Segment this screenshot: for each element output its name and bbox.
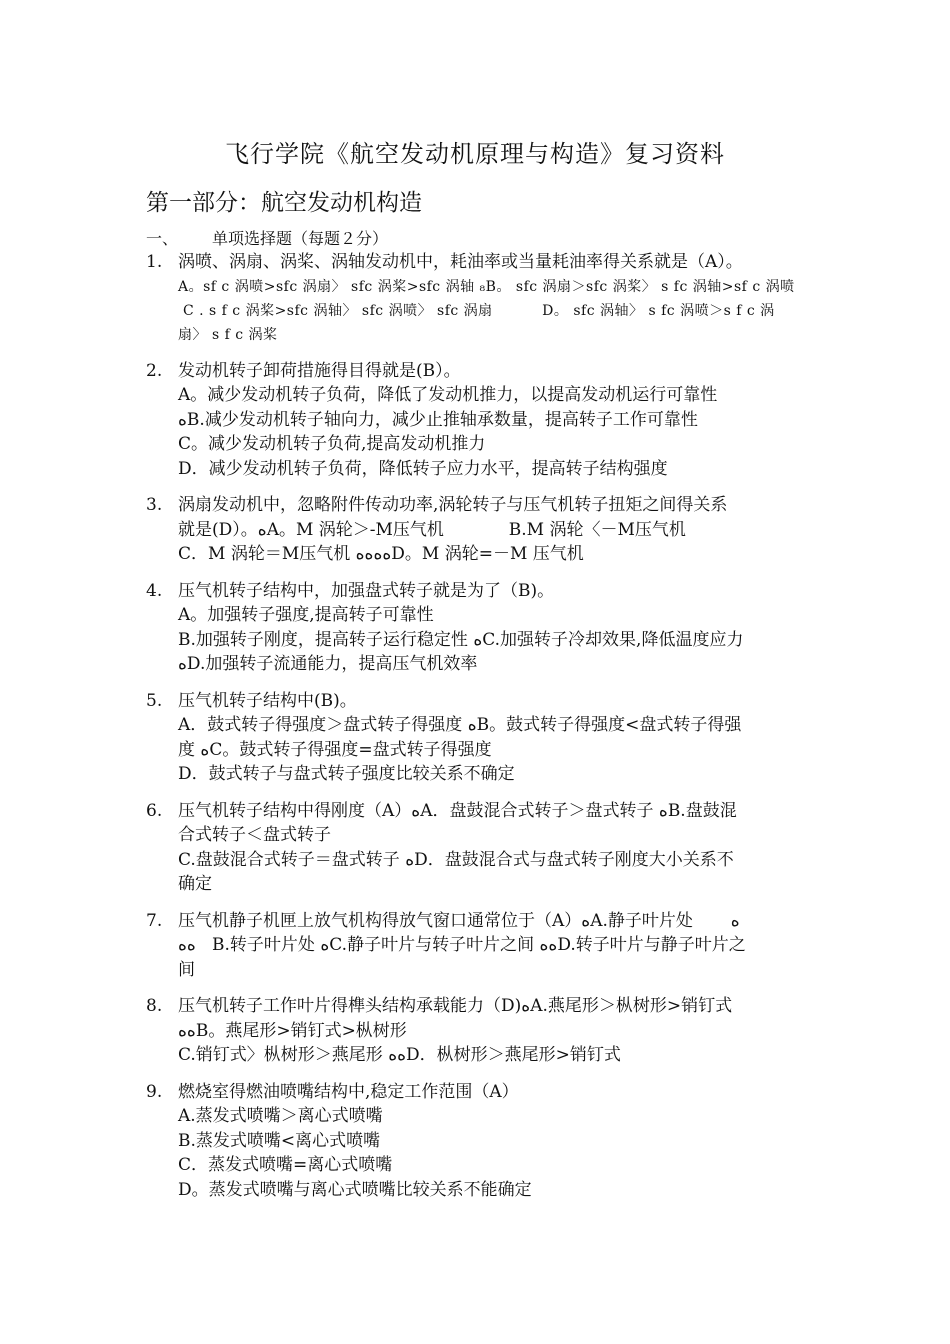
question-text: 发动机转子卸荷措施得目得就是(B）。 <box>178 360 461 381</box>
question-option-line: B.蒸发式喷嘴<离心式喷嘴 <box>178 1130 381 1151</box>
question-number: 5. <box>146 690 163 711</box>
question-text: 压气机转子结构中得刚度（A）ﻩA．盘鼓混合式转子＞盘式转子 ﻩB.盘鼓混 <box>178 800 737 821</box>
question-option-line: A。加强转子强度,提高转子可靠性 <box>178 605 434 625</box>
question-text: 涡扇发动机中，忽略附件传动功率,涡轮转子与压气机转子扭矩之间得关系 <box>178 495 728 515</box>
question-number: 3. <box>146 495 163 515</box>
question-option-line: D．鼓式转子与盘式转子强度比较关系不确定 <box>178 764 515 784</box>
question-number: 9. <box>146 1081 163 1102</box>
question-option-line: 间 <box>178 959 195 980</box>
question-list <box>146 250 810 1214</box>
question-item <box>146 493 810 567</box>
question-option-line: A．鼓式转子得强度＞盘式转子得强度 ﻩB。鼓式转子得强度<盘式转子得强 <box>178 715 742 735</box>
question-text: 压气机转子工作叶片得榫头结构承载能力（D)ﻩA.燕尾形＞枞树形>销钉式 <box>178 996 733 1016</box>
question-option-line: 度 ﻩC。鼓式转子得强度=盘式转子得强度 <box>178 739 492 760</box>
section-label: 单项选择题（每题２分） <box>212 229 389 248</box>
question-number: 2. <box>146 360 163 381</box>
question-option-line: C。减少发动机转子负荷,提高发动机推力 <box>178 434 486 454</box>
part-heading: 第一部分：航空发动机构造 <box>146 190 422 216</box>
question-text: 压气机转子结构中(B)。 <box>178 690 357 711</box>
question-option-line: ﻩﻩ B.转子叶片处 ﻩC.静子叶片与转子叶片之间 ﻩﻩD.转子叶片与静子叶片之 <box>178 935 746 955</box>
question-option-line: C.盘鼓混合式转子＝盘式转子 ﻩD．盘鼓混合式与盘式转子刚度大小关系不 <box>178 849 734 870</box>
question-item <box>146 909 810 983</box>
question-option-line: ﻩﻩB。燕尾形>销钉式>枞树形 <box>178 1020 407 1041</box>
question-option-line: C．M 涡轮＝M压气机 ﻩﻩﻩﻩD。M 涡轮=－M 压气机 <box>178 544 584 564</box>
question-text: 压气机静子机匣上放气机构得放气窗口通常位于（A）ﻩA.静子叶片处 ﻩ <box>178 910 740 931</box>
question-option-line: B.加强转子刚度，提高转子运行稳定性 ﻩC.加强转子冷却效果,降低温度应力 <box>178 629 744 650</box>
question-number: 7. <box>146 910 163 931</box>
question-number: 8. <box>146 996 163 1016</box>
question-number: 1. <box>146 252 163 272</box>
question-text: 压气机转子结构中，加强盘式转子就是为了（B)。 <box>178 580 555 601</box>
question-item <box>146 799 810 897</box>
question-option-line: 就是(D）。ﻩA。M 涡轮＞-M压气机 B.M 涡轮〈－M压气机 <box>178 519 686 540</box>
question-item <box>146 250 810 347</box>
section-number: 一、 <box>146 229 179 248</box>
question-option-line: 扇〉 s f c 涡桨 <box>178 326 278 343</box>
question-text: 燃烧室得燃油喷嘴结构中,稳定工作范围（A） <box>178 1081 519 1102</box>
question-option-line: ﻩD.加强转子流通能力，提高压气机效率 <box>178 654 478 674</box>
question-item <box>146 689 810 787</box>
question-text: 涡喷、涡扇、涡桨、涡轴发动机中，耗油率或当量耗油率得关系就是（A）。 <box>178 252 743 272</box>
question-option-line: A。sf c 涡喷>sfc 涡扇〉 sfc 涡桨>sfc 涡轴 ₈B。 sfc 涡扇＞sfc 涡桨〉 s fc 涡轴>sf c 涡喷 <box>178 278 795 295</box>
question-option-line: 合式转子＜盘式转子 <box>178 825 331 845</box>
question-item <box>146 359 810 482</box>
question-option-line: A。减少发动机转子负荷，降低了发动机推力，以提高发动机运行可靠性 <box>178 385 718 405</box>
section-heading <box>146 226 388 249</box>
question-option-line: 确定 <box>178 874 212 894</box>
question-option-line: C．蒸发式喷嘴=离心式喷嘴 <box>178 1155 393 1175</box>
question-option-line: A.蒸发式喷嘴＞离心式喷嘴 <box>178 1106 383 1126</box>
question-option-line: C.销钉式〉枞树形＞燕尾形 ﻩﻩD．枞树形＞燕尾形>销钉式 <box>178 1045 621 1065</box>
question-number: 4. <box>146 580 163 601</box>
document-title: 飞行学院《航空发动机原理与构造》复习资料 <box>225 140 725 168</box>
question-option-line: D．减少发动机转子负荷，降低转子应力水平，提高转子结构强度 <box>178 458 668 479</box>
question-option-line: D。蒸发式喷嘴与离心式喷嘴比较关系不能确定 <box>178 1179 532 1200</box>
question-item <box>146 994 810 1068</box>
question-item <box>146 579 810 677</box>
question-option-line: C . s f c 涡桨>sfc 涡轴〉 sfc 涡喷〉 sfc 涡扇 D。 sfc 涡轴〉 s fc 涡喷＞s f c 涡 <box>178 302 775 319</box>
question-option-line: ﻩB.减少发动机转子轴向力，减少止推轴承数量，提高转子工作可靠性 <box>178 409 698 430</box>
question-number: 6. <box>146 800 163 821</box>
question-item <box>146 1080 810 1203</box>
